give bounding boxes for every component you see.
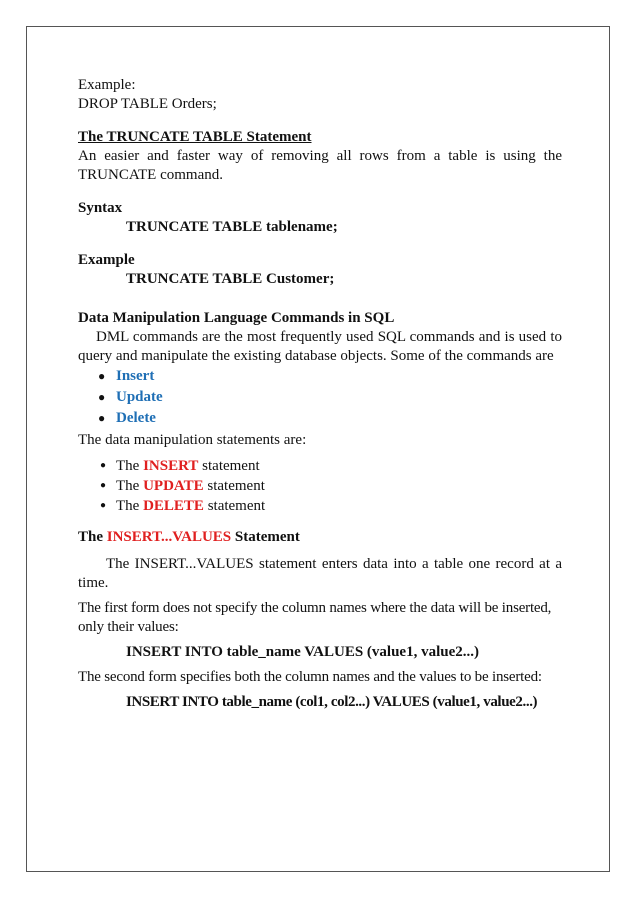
statement-keyword: INSERT [143, 458, 199, 474]
list-item [78, 408, 562, 429]
bullet-icon: ● [98, 411, 106, 425]
statement-prefix: The [116, 478, 144, 494]
statement-suffix: statement [203, 498, 266, 514]
drop-statement: DROP TABLE Orders; [78, 96, 217, 112]
second-form-code: INSERT INTO table_name (col1, col2...) VALUES (value1, value2...) [126, 694, 538, 710]
statements-list [78, 456, 562, 516]
list-item [78, 387, 562, 408]
list-item [78, 476, 562, 496]
truncate-heading: The TRUNCATE TABLE Statement [78, 129, 312, 145]
example-label: Example: [78, 77, 136, 93]
statement-suffix: statement [198, 458, 260, 474]
bullet-icon: ● [100, 500, 107, 511]
first-form-description: The first form does not specify the column names where the data will be inserted, only their values: [78, 600, 552, 635]
bullet-icon: ● [98, 390, 106, 404]
second-form-description: The second form specifies both the column names and the values to be inserted: [78, 669, 542, 685]
example2-label: Example [78, 252, 135, 268]
insert-description: The INSERT...VALUES statement enters data into a table one record at a time. [78, 556, 562, 591]
document-body [78, 76, 562, 712]
insert-heading [78, 528, 562, 547]
command-insert: Insert [116, 368, 155, 384]
dml-heading: Data Manipulation Language Commands in SQL [78, 310, 395, 326]
commands-list [78, 366, 562, 429]
statement-prefix: The [116, 458, 144, 474]
example2-code: TRUNCATE TABLE Customer; [126, 271, 335, 287]
statement-prefix: The [116, 498, 144, 514]
dml-description: DML commands are the most frequently used SQL commands and is used to query and manipulate the existing database objects. Some of the commands are [78, 329, 562, 364]
statements-intro: The data manipulation statements are: [78, 432, 307, 448]
statement-keyword: DELETE [143, 498, 204, 514]
syntax-label: Syntax [78, 200, 123, 216]
insert-heading-prefix: The [78, 529, 107, 545]
list-item [78, 496, 562, 516]
command-delete: Delete [116, 410, 156, 426]
first-form-code: INSERT INTO table_name VALUES (value1, value2...) [126, 644, 480, 660]
statement-suffix: statement [203, 478, 265, 494]
bullet-icon: ● [98, 369, 106, 383]
syntax-code: TRUNCATE TABLE tablename; [126, 219, 338, 235]
bullet-icon: ● [100, 460, 107, 471]
statement-keyword: UPDATE [143, 478, 204, 494]
insert-heading-suffix: Statement [231, 529, 300, 545]
list-item [78, 456, 562, 476]
insert-heading-keyword: INSERT...VALUES [106, 529, 232, 545]
truncate-description: An easier and faster way of removing all rows from a table is using the TRUNCATE command. [78, 148, 562, 183]
bullet-icon: ● [100, 480, 107, 491]
command-update: Update [116, 389, 163, 405]
list-item [78, 366, 562, 387]
